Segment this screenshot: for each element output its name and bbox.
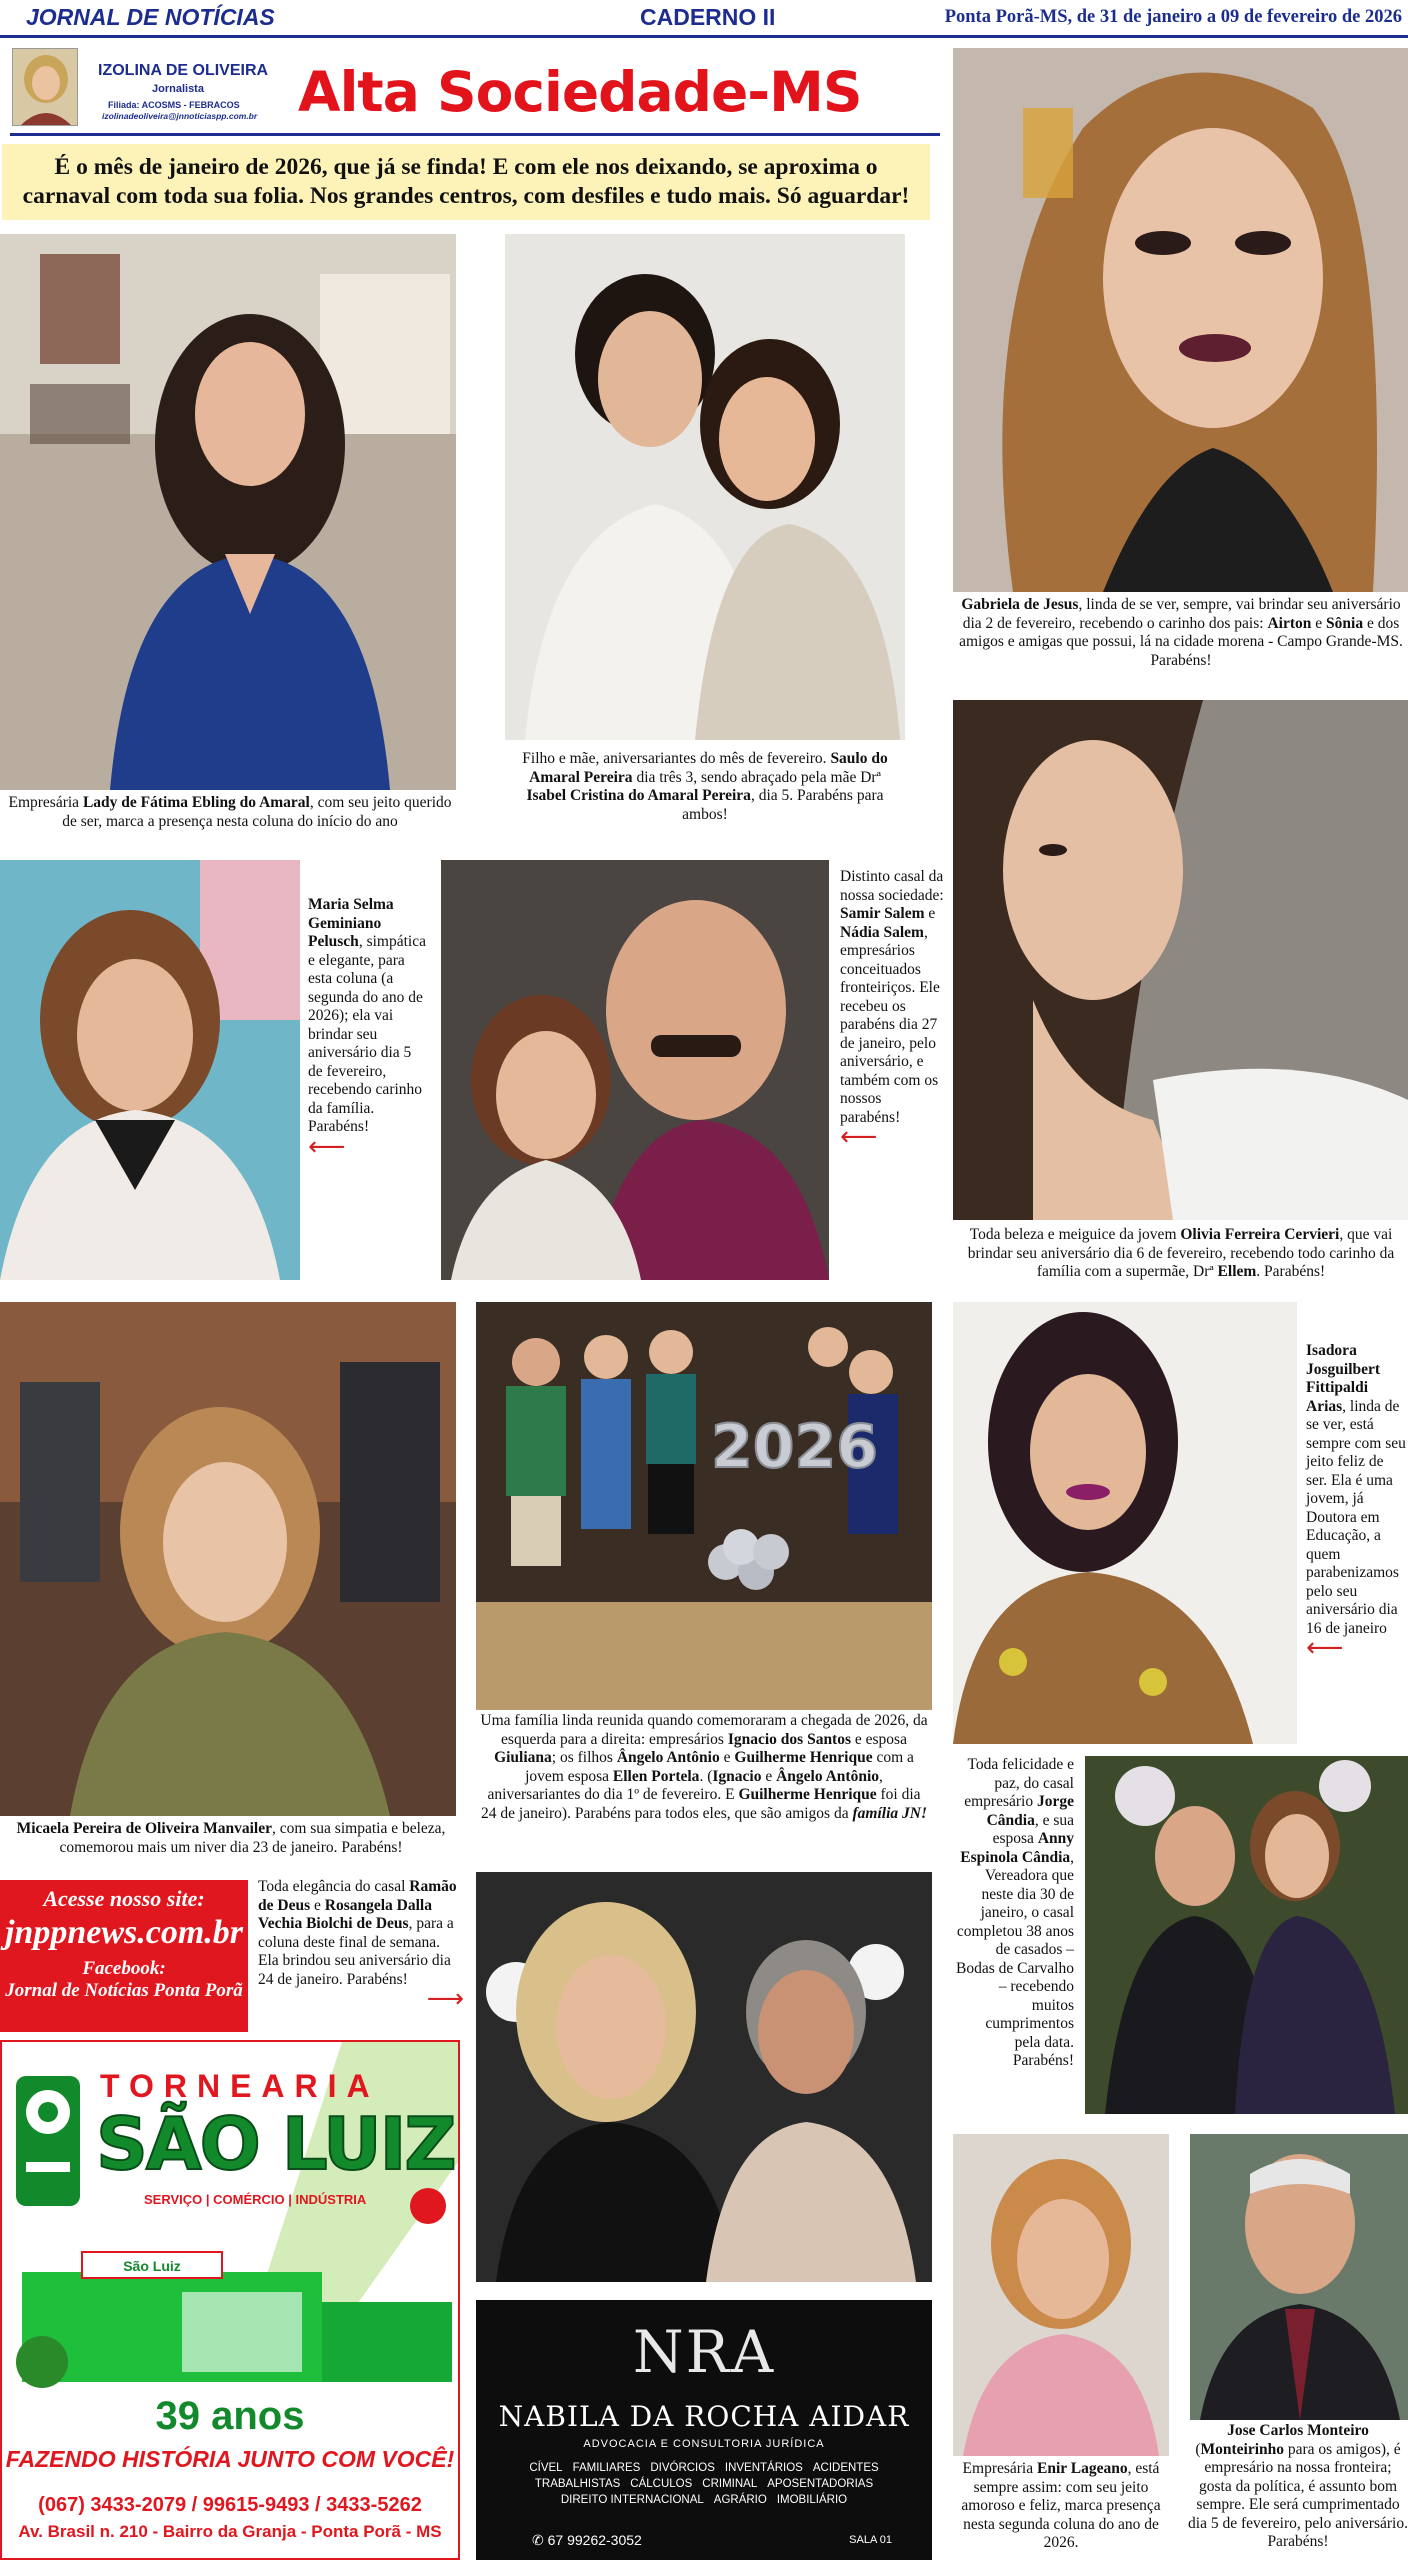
caption-saulo: Filho e mãe, aniversariantes do mês de fevereiro. Saulo do Amaral Pereira dia três 3, sendo abraçado pela mãe Drª Isabel Cristina do Amaral Pereira, dia 5. Parabéns para ambos! bbox=[522, 750, 888, 823]
caption-gabriela: Gabriela de Jesus, linda de se ver, sempre, vai brindar seu aniversário dia 2 de fevereiro, recebendo o carinho dos pais: Airton e Sônia e dos amigos e amigas que possui, lá na cidade morena - Campo Grande-MS. Parabéns! bbox=[959, 596, 1403, 669]
photo-enir bbox=[953, 2134, 1169, 2456]
practice-area: CRIMINAL bbox=[702, 2478, 758, 2490]
nra-name: NABILA DA ROCHA AIDAR bbox=[498, 2400, 910, 2433]
photo-olivia bbox=[953, 700, 1408, 1220]
torneria-ad bbox=[0, 2040, 460, 2560]
facebook-page[interactable]: Jornal de Notícias Ponta Porã bbox=[5, 1980, 243, 2001]
torneria-phones[interactable]: (067) 3433-2079 / 99615-9493 / 3433-5262 bbox=[38, 2494, 422, 2516]
nra-monogram: NRA bbox=[632, 2318, 776, 2386]
column-title: Alta Sociedade-MS bbox=[298, 60, 862, 124]
caption-enir: Empresária Enir Lageano, está sempre assim: com seu jeito amoroso e feliz, marca presença nesta segunda coluna do ano de 2026. bbox=[961, 2460, 1161, 2551]
caption-olivia: Toda beleza e meiguice da jovem Olivia Ferreira Cervieri, que vai brindar seu aniversário dia 6 de fevereiro, recebendo todo carinho da família com a supermãe, Drª Ellem. Parabéns! bbox=[967, 1226, 1395, 1280]
arrow-right-icon: ⟶ bbox=[426, 1984, 464, 2014]
nra-phone[interactable]: ✆ 67 99262-3052 bbox=[532, 2532, 642, 2548]
arrow-left-icon: ⟵ bbox=[308, 1131, 346, 1162]
practice-area: ACIDENTES bbox=[812, 2462, 879, 2474]
practice-area: APOSENTADORIAS bbox=[767, 2478, 874, 2490]
torneria-years: 39 anos bbox=[155, 2394, 305, 2438]
photo-isadora bbox=[953, 1302, 1297, 1744]
caption-jose: Jose Carlos Monteiro (Monteirinho para os amigos), é empresário na nossa fronteira; gosta da política, é assunto bom sempre. Ele será cumprimentado dia 5 de fevereiro, pelo aniversário. Parabéns! bbox=[1188, 2422, 1408, 2550]
columnist-affiliation: Filiada: ACOSMS - FEBRACOS bbox=[108, 100, 240, 110]
caption-maria: Maria Selma Geminiano Pelusch, simpática e elegante, para esta coluna (a segunda do ano de 2026); ela vai brindar seu aniversário dia 5 de fevereiro, recebendo carinho da família. Parabéns! ⟵ bbox=[308, 896, 428, 1157]
arrow-left-icon: ⟵ bbox=[1306, 1633, 1344, 1663]
photo-samir bbox=[441, 860, 829, 1280]
nra-practice-areas bbox=[506, 2460, 902, 2508]
torneria-brand: SÃO LUIZ bbox=[96, 2102, 455, 2186]
practice-area: TRABALHISTAS bbox=[534, 2478, 621, 2490]
torneria-services: SERVIÇO | COMÉRCIO | INDÚSTRIA bbox=[144, 2192, 367, 2207]
caption-samir: Distinto casal da nossa sociedade: Samir Salem e Nádia Salem, empresários conceituados fronteiriços. Ele recebeu os parabéns dia 27 de janeiro, pelo aniversário, e também com os nossos parabéns! ⟵ bbox=[840, 868, 944, 1152]
nra-room: SALA 01 bbox=[849, 2534, 892, 2546]
caption-jorge: Toda felicidade e paz, do casal empresário Jorge Cândia, e sua esposa Anny Espinola Cândia, Vereadora que neste dia 30 de janeiro, o casal completou 38 anos de casados – Bodas de Carvalho – recebendo muitos cumprimentos pela data. Parabéns! bbox=[956, 1756, 1074, 2069]
building-sign-text: São Luiz bbox=[123, 2258, 181, 2274]
practice-area: INVENTÁRIOS bbox=[724, 2462, 803, 2474]
caption-isadora: Isadora Josguilbert Fittipaldi Arias, linda de se ver, está sempre com seu jeito feliz de ser. Ela é uma jovem, já Doutora em Educação, a quem parabenizamos pelo seu aniversário dia 16 de janeiro ⟵ bbox=[1306, 1342, 1406, 1663]
whatsapp-icon: ✆ bbox=[532, 2532, 544, 2548]
photo-jose bbox=[1190, 2134, 1408, 2420]
practice-area: CÁLCULOS bbox=[630, 2478, 693, 2490]
photo-gabriela bbox=[953, 48, 1408, 592]
practice-area: DIVÓRCIOS bbox=[650, 2462, 715, 2474]
section-name: CADERNO II bbox=[640, 4, 776, 30]
photo-ramao bbox=[476, 1872, 932, 2282]
photo-familia bbox=[476, 1302, 932, 1710]
law-office-ad bbox=[476, 2300, 932, 2560]
caption-ramao: Toda elegância do casal Ramão de Deus e Rosangela Dalla Vechia Biolchi de Deus, para a coluna deste final de semana. Ela brindou seu aniversário dia 24 de janeiro. Parabéns! ⟶ bbox=[258, 1878, 464, 2014]
balloon-year-text: 2026 bbox=[711, 1412, 878, 1482]
practice-area: IMOBILIÁRIO bbox=[776, 2494, 848, 2506]
intro-text: É o mês de janeiro de 2026, que já se finda! E com ele nos deixando, se aproxima o carnaval com toda sua folia. Nos grandes centros, com desfiles e tudo mais. Só aguardar! bbox=[2, 144, 930, 220]
arrow-left-icon: ⟵ bbox=[840, 1122, 878, 1152]
site-ad-line3: Facebook: bbox=[82, 1958, 166, 1979]
nra-tagline: ADVOCACIA E CONSULTORIA JURÍDICA bbox=[583, 2438, 825, 2450]
site-ad-line1: Acesse nosso site: bbox=[43, 1886, 205, 1911]
caption-micaela: Micaela Pereira de Oliveira Manvailer, com sua simpatia e beleza, comemorou mais um niver dia 23 de janeiro. Parabéns! bbox=[16, 1820, 446, 1856]
photo-saulo bbox=[505, 234, 905, 740]
column-header bbox=[10, 48, 940, 136]
practice-area: DIREITO INTERNACIONAL bbox=[560, 2494, 704, 2506]
photo-lady bbox=[0, 234, 456, 790]
photo-maria bbox=[0, 860, 300, 1280]
newspaper-name: JORNAL DE NOTÍCIAS bbox=[26, 4, 275, 30]
practice-area: FAMILIARES bbox=[572, 2462, 641, 2474]
torneria-slogan: FAZENDO HISTÓRIA JUNTO COM VOCÊ! bbox=[5, 2446, 455, 2472]
site-url[interactable]: jnppnews.com.br bbox=[4, 1914, 244, 1951]
practice-area: AGRÁRIO bbox=[713, 2494, 767, 2506]
caption-familia: Uma família linda reunida quando comemoraram a chegada de 2026, da esquerda para a direita: empresários Ignacio dos Santos e esposa Giuliana; os filhos Ângelo Antônio e Guilherme Henrique com a jovem esposa Ellen Portela. (Ignacio e Ângelo Antônio, aniversariantes do dia 1º de fevereiro. E Guilherme Henrique foi dia 24 de janeiro). Parabéns para todos eles, que são amigos da família JN! bbox=[480, 1712, 928, 1822]
columnist-email[interactable]: izolinadeoliveira@jnnoticiaspp.com.br bbox=[102, 111, 258, 121]
columnist-role: Jornalista bbox=[152, 83, 204, 95]
columnist-avatar bbox=[12, 48, 78, 126]
photo-micaela bbox=[0, 1302, 456, 1816]
dateline: Ponta Porã-MS, de 31 de janeiro a 09 de fevereiro de 2026 bbox=[944, 7, 1402, 27]
practice-area: CÍVEL bbox=[529, 2462, 563, 2474]
website-ad[interactable] bbox=[0, 1880, 248, 2032]
columnist-name: IZOLINA DE OLIVEIRA bbox=[98, 62, 269, 79]
newspaper-header bbox=[0, 0, 1408, 38]
caption-lady: Empresária Lady de Fátima Ebling do Amaral, com seu jeito querido de ser, marca a presença nesta coluna do início do ano bbox=[8, 794, 452, 830]
photo-jorge bbox=[1085, 1756, 1408, 2114]
torneria-address: Av. Brasil n. 210 - Bairro da Granja - Ponta Porã - MS bbox=[18, 2522, 442, 2541]
torneria-name: TORNEARIA bbox=[100, 2068, 380, 2104]
